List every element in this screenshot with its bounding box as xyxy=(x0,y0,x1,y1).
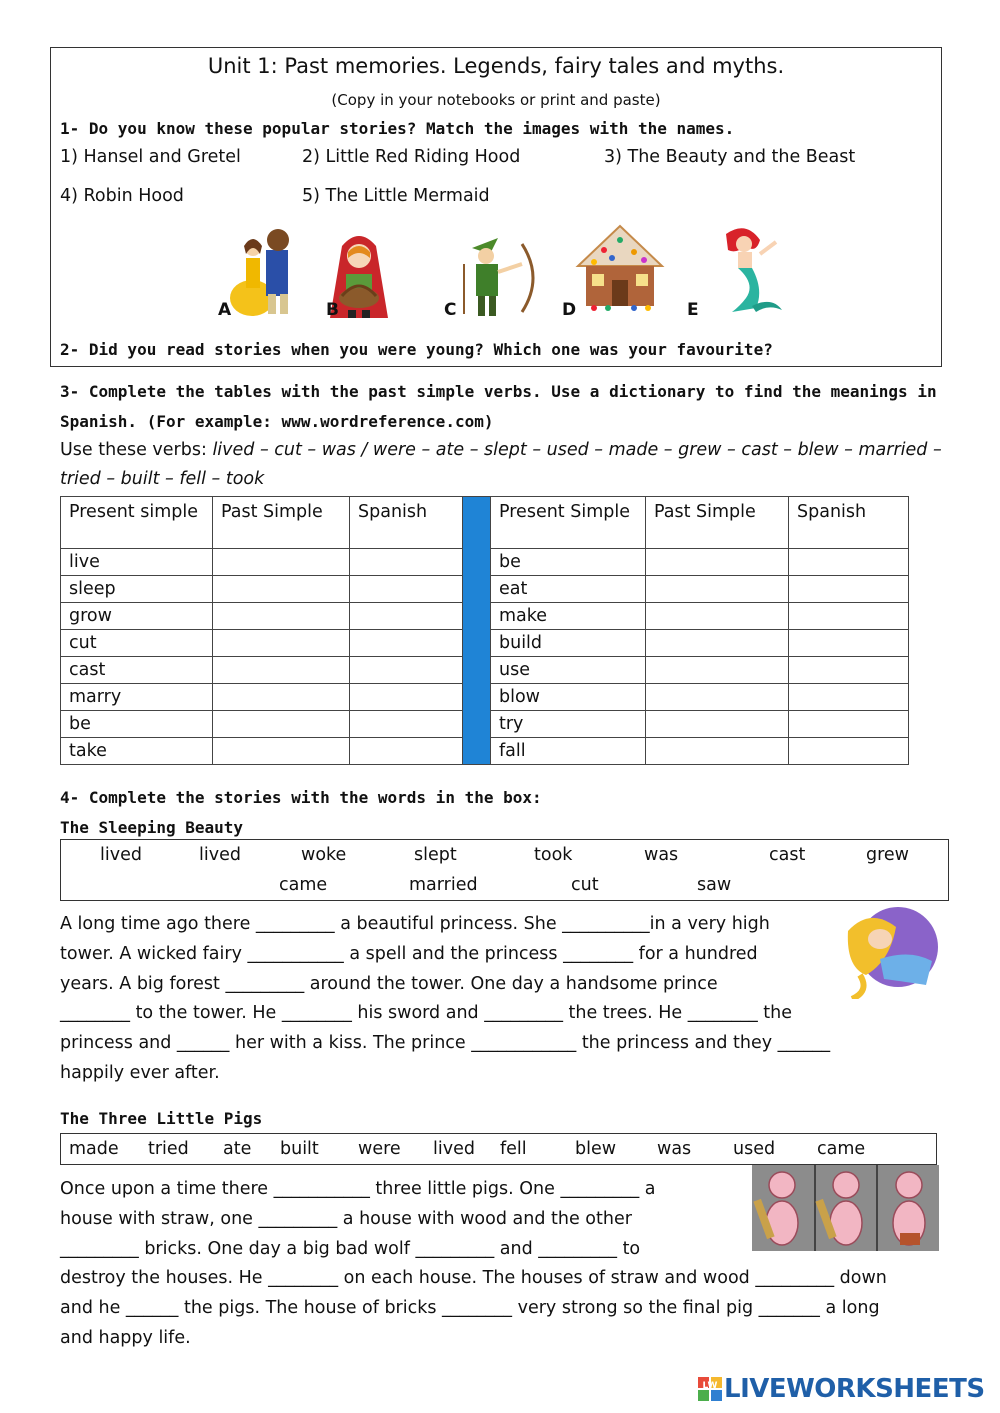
past-answer-cell[interactable] xyxy=(646,630,789,657)
exercise-1-instruction: 1- Do you know these popular stories? Match the images with the names. xyxy=(60,119,735,138)
spanish-answer-cell[interactable] xyxy=(350,657,463,684)
three-little-pigs-title: The Three Little Pigs xyxy=(60,1109,263,1128)
verbs-list: lived – cut – was / were – ate – slept – used – made – grew – cast – blew – married – xyxy=(212,440,942,460)
spanish-answer-cell[interactable] xyxy=(789,711,909,738)
spanish-answer-cell[interactable] xyxy=(350,711,463,738)
past-answer-cell[interactable] xyxy=(213,684,350,711)
page-subtitle: (Copy in your notebooks or print and paste) xyxy=(331,91,661,109)
liveworksheets-logo-icon xyxy=(698,1377,722,1401)
three-pigs-image xyxy=(752,1165,939,1251)
word-box-item: was xyxy=(657,1139,692,1159)
story-line[interactable]: and he ______ the pigs. The house of bricks ________ very strong so the final pig _______ a long xyxy=(60,1297,880,1318)
word-box-item: blew xyxy=(575,1139,617,1159)
story-line[interactable]: A long time ago there _________ a beautiful princess. She __________in a very high xyxy=(60,914,770,934)
image-letter-d: D xyxy=(562,300,577,320)
story-name-5: 5) The Little Mermaid xyxy=(302,186,490,206)
present-verb-cell: use xyxy=(491,657,646,684)
story-line[interactable]: tower. A wicked fairy ___________ a spell and the princess ________ for a hundred xyxy=(60,943,758,964)
story-line[interactable]: _________ bricks. One day a big bad wolf _________ and _________ to xyxy=(60,1238,641,1259)
present-verb-cell: try xyxy=(491,711,646,738)
image-letter-c: C xyxy=(444,300,457,320)
three-pigs-word-box xyxy=(60,1133,937,1165)
present-verb-cell: marry xyxy=(61,684,213,711)
word-box-item: lived xyxy=(433,1139,475,1159)
story-line[interactable]: Once upon a time there ___________ three little pigs. One _________ a xyxy=(60,1179,656,1199)
past-answer-cell[interactable] xyxy=(646,603,789,630)
word-box-item: married xyxy=(409,875,478,895)
image-letter-a: A xyxy=(218,300,232,320)
present-verb-cell: sleep xyxy=(61,576,213,603)
word-box-item: used xyxy=(733,1139,776,1159)
past-answer-cell[interactable] xyxy=(646,576,789,603)
three-pigs-story-cont xyxy=(60,1264,940,1353)
spanish-answer-cell[interactable] xyxy=(350,738,463,765)
spanish-answer-cell[interactable] xyxy=(789,738,909,765)
table-header: Past Simple xyxy=(646,497,789,549)
word-box-item: built xyxy=(280,1139,319,1159)
past-answer-cell[interactable] xyxy=(213,549,350,576)
present-verb-cell: cut xyxy=(61,630,213,657)
three-pigs-story xyxy=(60,1175,750,1264)
logo-badge-letters: LW xyxy=(702,1381,718,1391)
word-box-item: lived xyxy=(100,845,142,865)
present-verb-cell: cast xyxy=(61,657,213,684)
story-name-4: 4) Robin Hood xyxy=(60,186,184,206)
image-letter-b: B xyxy=(326,300,339,320)
story-line[interactable]: house with straw, one _________ a house with wood and the other xyxy=(60,1208,632,1229)
beauty-and-beast-image xyxy=(228,222,300,318)
story-line[interactable]: princess and ______ her with a kiss. The prince ____________ the princess and they ______ xyxy=(60,1032,831,1053)
logo-suffix: WORKSHEETS xyxy=(786,1374,985,1404)
word-box-item: tried xyxy=(148,1139,189,1159)
table-header: Spanish xyxy=(789,497,909,549)
story-line: and happy life. xyxy=(60,1327,191,1348)
past-answer-cell[interactable] xyxy=(213,738,350,765)
story-line[interactable]: destroy the houses. He ________ on each house. The houses of straw and wood _________ down xyxy=(60,1268,887,1288)
story-line: happily ever after. xyxy=(60,1062,220,1083)
word-box-item: ate xyxy=(223,1139,252,1159)
present-verb-cell: blow xyxy=(491,684,646,711)
image-letter-e: E xyxy=(687,300,699,320)
page-title: Unit 1: Past memories. Legends, fairy tales and myths. xyxy=(207,54,785,78)
spanish-answer-cell[interactable] xyxy=(350,630,463,657)
word-box-item: was xyxy=(644,845,679,865)
word-box-item: woke xyxy=(301,845,347,865)
robin-hood-image xyxy=(452,234,540,320)
word-box-item: made xyxy=(69,1139,119,1159)
spanish-answer-cell[interactable] xyxy=(350,576,463,603)
story-name-3: 3) The Beauty and the Beast xyxy=(604,147,856,167)
word-box-item: were xyxy=(358,1139,401,1159)
verbs-list-line1 xyxy=(60,440,942,460)
word-box-item: came xyxy=(817,1139,866,1159)
spanish-answer-cell[interactable] xyxy=(350,549,463,576)
table-header: Past Simple xyxy=(213,497,350,549)
present-verb-cell: live xyxy=(61,549,213,576)
spanish-answer-cell[interactable] xyxy=(350,603,463,630)
present-verb-cell: build xyxy=(491,630,646,657)
present-verb-cell: grow xyxy=(61,603,213,630)
spanish-answer-cell[interactable] xyxy=(789,549,909,576)
present-verb-cell: be xyxy=(61,711,213,738)
past-answer-cell[interactable] xyxy=(213,603,350,630)
table-header: Present Simple xyxy=(491,497,646,549)
spanish-answer-cell[interactable] xyxy=(350,684,463,711)
sleeping-beauty-title: The Sleeping Beauty xyxy=(60,818,244,837)
verbs-table xyxy=(60,496,909,765)
word-box-item: came xyxy=(279,875,328,895)
past-answer-cell[interactable] xyxy=(213,711,350,738)
liveworksheets-logo-text xyxy=(724,1374,985,1404)
present-verb-cell: eat xyxy=(491,576,646,603)
past-answer-cell[interactable] xyxy=(646,684,789,711)
past-answer-cell[interactable] xyxy=(646,711,789,738)
exercise-2-instruction: 2- Did you read stories when you were young? Which one was your favourite? xyxy=(60,340,773,359)
past-answer-cell[interactable] xyxy=(213,630,350,657)
story-name-1: 1) Hansel and Gretel xyxy=(60,147,241,167)
past-answer-cell[interactable] xyxy=(213,657,350,684)
present-verb-cell: be xyxy=(491,549,646,576)
logo-prefix: LIVE xyxy=(724,1374,787,1404)
sleeping-beauty-image xyxy=(840,901,940,999)
spanish-answer-cell[interactable] xyxy=(789,603,909,630)
past-answer-cell[interactable] xyxy=(646,738,789,765)
exercise-3-instruction-line2: Spanish. (For example: www.wordreference.com) xyxy=(60,412,494,431)
spanish-answer-cell[interactable] xyxy=(789,630,909,657)
present-verb-cell: make xyxy=(491,603,646,630)
word-box-item: cut xyxy=(571,875,599,895)
word-box-item: fell xyxy=(500,1139,527,1159)
word-box-item: lived xyxy=(199,845,241,865)
little-mermaid-image xyxy=(716,224,786,316)
verbs-list-line2: tried – built – fell – took xyxy=(60,469,265,489)
story-line[interactable]: ________ to the tower. He ________ his sword and _________ the trees. He ________ the xyxy=(60,1003,793,1023)
sleeping-beauty-story-cont xyxy=(60,999,940,1088)
exercise-4-instruction: 4- Complete the stories with the words in the box: xyxy=(60,788,542,807)
table-header: Spanish xyxy=(350,497,463,549)
story-name-2: 2) Little Red Riding Hood xyxy=(302,147,521,167)
past-answer-cell[interactable] xyxy=(213,576,350,603)
table-header: Present simple xyxy=(61,497,213,549)
past-answer-cell[interactable] xyxy=(646,549,789,576)
spanish-answer-cell[interactable] xyxy=(789,684,909,711)
present-verb-cell: take xyxy=(61,738,213,765)
word-box-item: grew xyxy=(866,845,909,865)
gingerbread-house-image xyxy=(574,222,666,312)
verbs-list-label: Use these verbs: xyxy=(60,440,213,460)
sleeping-beauty-word-box xyxy=(60,839,949,901)
table-separator xyxy=(463,497,491,765)
present-verb-cell: fall xyxy=(491,738,646,765)
exercise-3-instruction-line1: 3- Complete the tables with the past simple verbs. Use a dictionary to find the meanings in xyxy=(60,382,937,401)
word-box-item: saw xyxy=(697,875,732,895)
word-box-item: took xyxy=(534,845,573,865)
story-line[interactable]: years. A big forest _________ around the tower. One day a handsome prince xyxy=(60,973,718,994)
sleeping-beauty-story xyxy=(60,910,840,999)
spanish-answer-cell[interactable] xyxy=(789,657,909,684)
word-box-item: slept xyxy=(414,845,457,865)
past-answer-cell[interactable] xyxy=(646,657,789,684)
word-box-item: cast xyxy=(769,845,806,865)
spanish-answer-cell[interactable] xyxy=(789,576,909,603)
table-header-row xyxy=(61,497,909,549)
